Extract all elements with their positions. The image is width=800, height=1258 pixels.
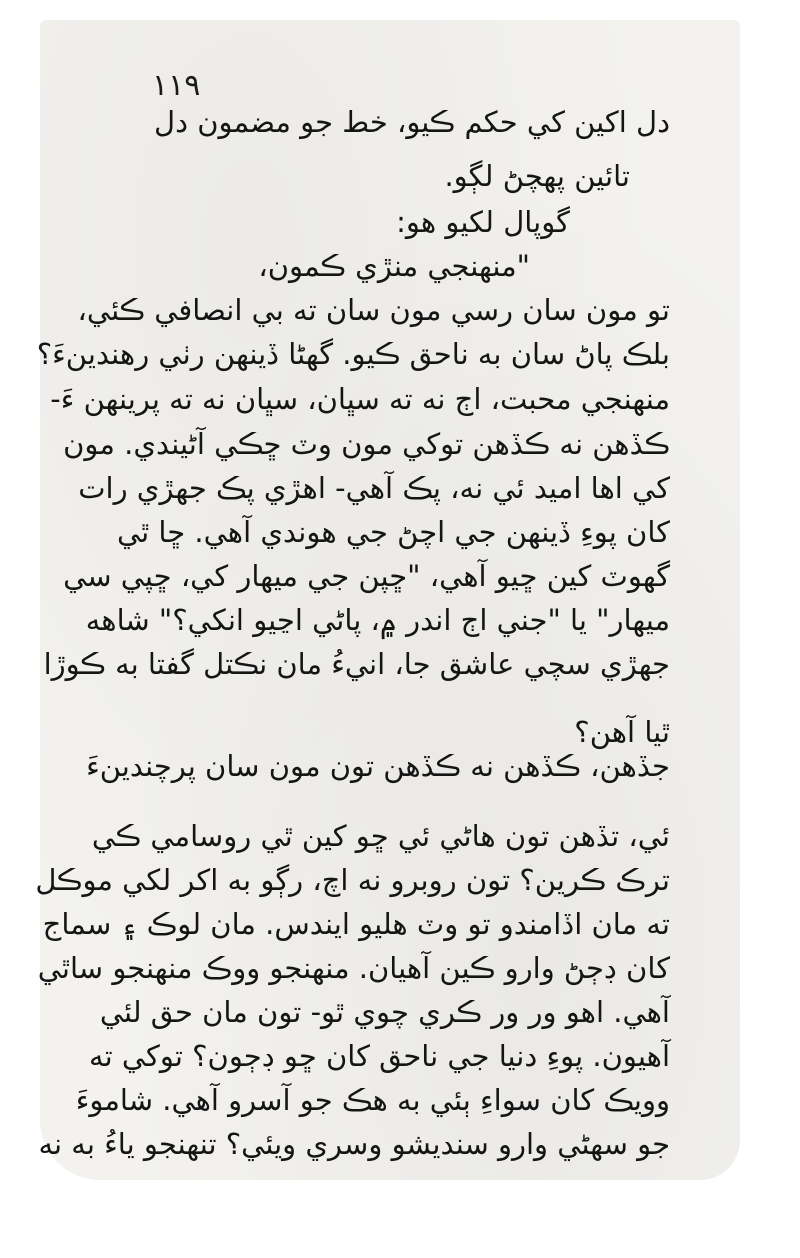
- text-line: ته مان اڏامندو تو وٽ هليو ايندس. مان لوڪ ۽ سماج: [42, 907, 670, 941]
- page-number: ١١٩: [152, 68, 201, 103]
- text-line: ٿيا آهن؟: [574, 715, 670, 749]
- text-line: ميهار" يا "جني اڄ اندر ۾، پاڻي اڃيو انکي؟" شاهه: [85, 603, 670, 637]
- text-line: منهنجي محبت، اڄ نه ته سڀان، سڀان نه ته پرينهن ءَ-: [50, 382, 670, 416]
- text-line: "منهنجي منڙي ڪمون،: [258, 249, 530, 283]
- text-line: جو سهڻي وارو سنديشو وسري ويئي؟ تنهنجو ياءُ به نه: [38, 1127, 670, 1161]
- text-line: ترڪ ڪرين؟ تون روبرو نه اچ، رڳو به اکر لکي موڪل: [35, 863, 670, 897]
- text-line: جڏهن، ڪڏهن نه ڪڏهن تون مون سان پرچندينءَ: [86, 749, 670, 783]
- text-line: آهي. اهو ور ور ڪري چوي ٿو- تون مان حق لئي: [99, 995, 670, 1029]
- text-line: آهيون. پوءِ دنيا جي ناحق کان ڇو ڊڄون؟ توکي ته: [89, 1039, 670, 1073]
- text-line: گوپال لکيو هو:: [396, 205, 570, 239]
- text-line: کي اها اميد ئي نه، پڪ آهي- اهڙي پڪ جهڙي رات: [78, 471, 670, 505]
- text-line: وويڪ کان سواءِ ٻئي به هڪ جو آسرو آهي. شاموءَ: [75, 1083, 670, 1117]
- text-line: تائين پهچڻ لڳو.: [444, 159, 630, 193]
- text-line: دل اکين کي حکم ڪيو، خط جو مضمون دل: [154, 105, 670, 139]
- text-line: گهوٽ کين ڇيو آهي، "ڇپن جي ميهار کي، ڇپي سي: [63, 559, 670, 593]
- text-line: کان ڊڄڻ وارو ڪين آهيان. منهنجو ووڪ منهنجو ساٿي: [37, 951, 670, 985]
- text-line: ئي، تڏهن تون هاڻي ئي ڇو کين ٿي روسامي ڪي: [91, 819, 670, 853]
- body-text: [35, 0, 670, 1258]
- text-line: جهڙي سچي عاشق جا، انيءُ مان نڪتل گفتا به ڪوڙا: [43, 647, 670, 681]
- text-line: تو مون سان رسي مون سان ته بي انصافي ڪئي،: [77, 293, 670, 327]
- text-line: کان پوءِ ڏينهن جي اچڻ جي هوندي آهي. ڇا ٿي: [116, 515, 670, 549]
- text-line: بلڪ پاڻ سان به ناحق ڪيو. گهڻا ڏينهن رٺي رهندينءَ؟: [36, 337, 670, 371]
- text-line: ڪڏهن نه ڪڏهن توکي مون وٽ ڇڪي آڻيندي. مون: [63, 427, 670, 461]
